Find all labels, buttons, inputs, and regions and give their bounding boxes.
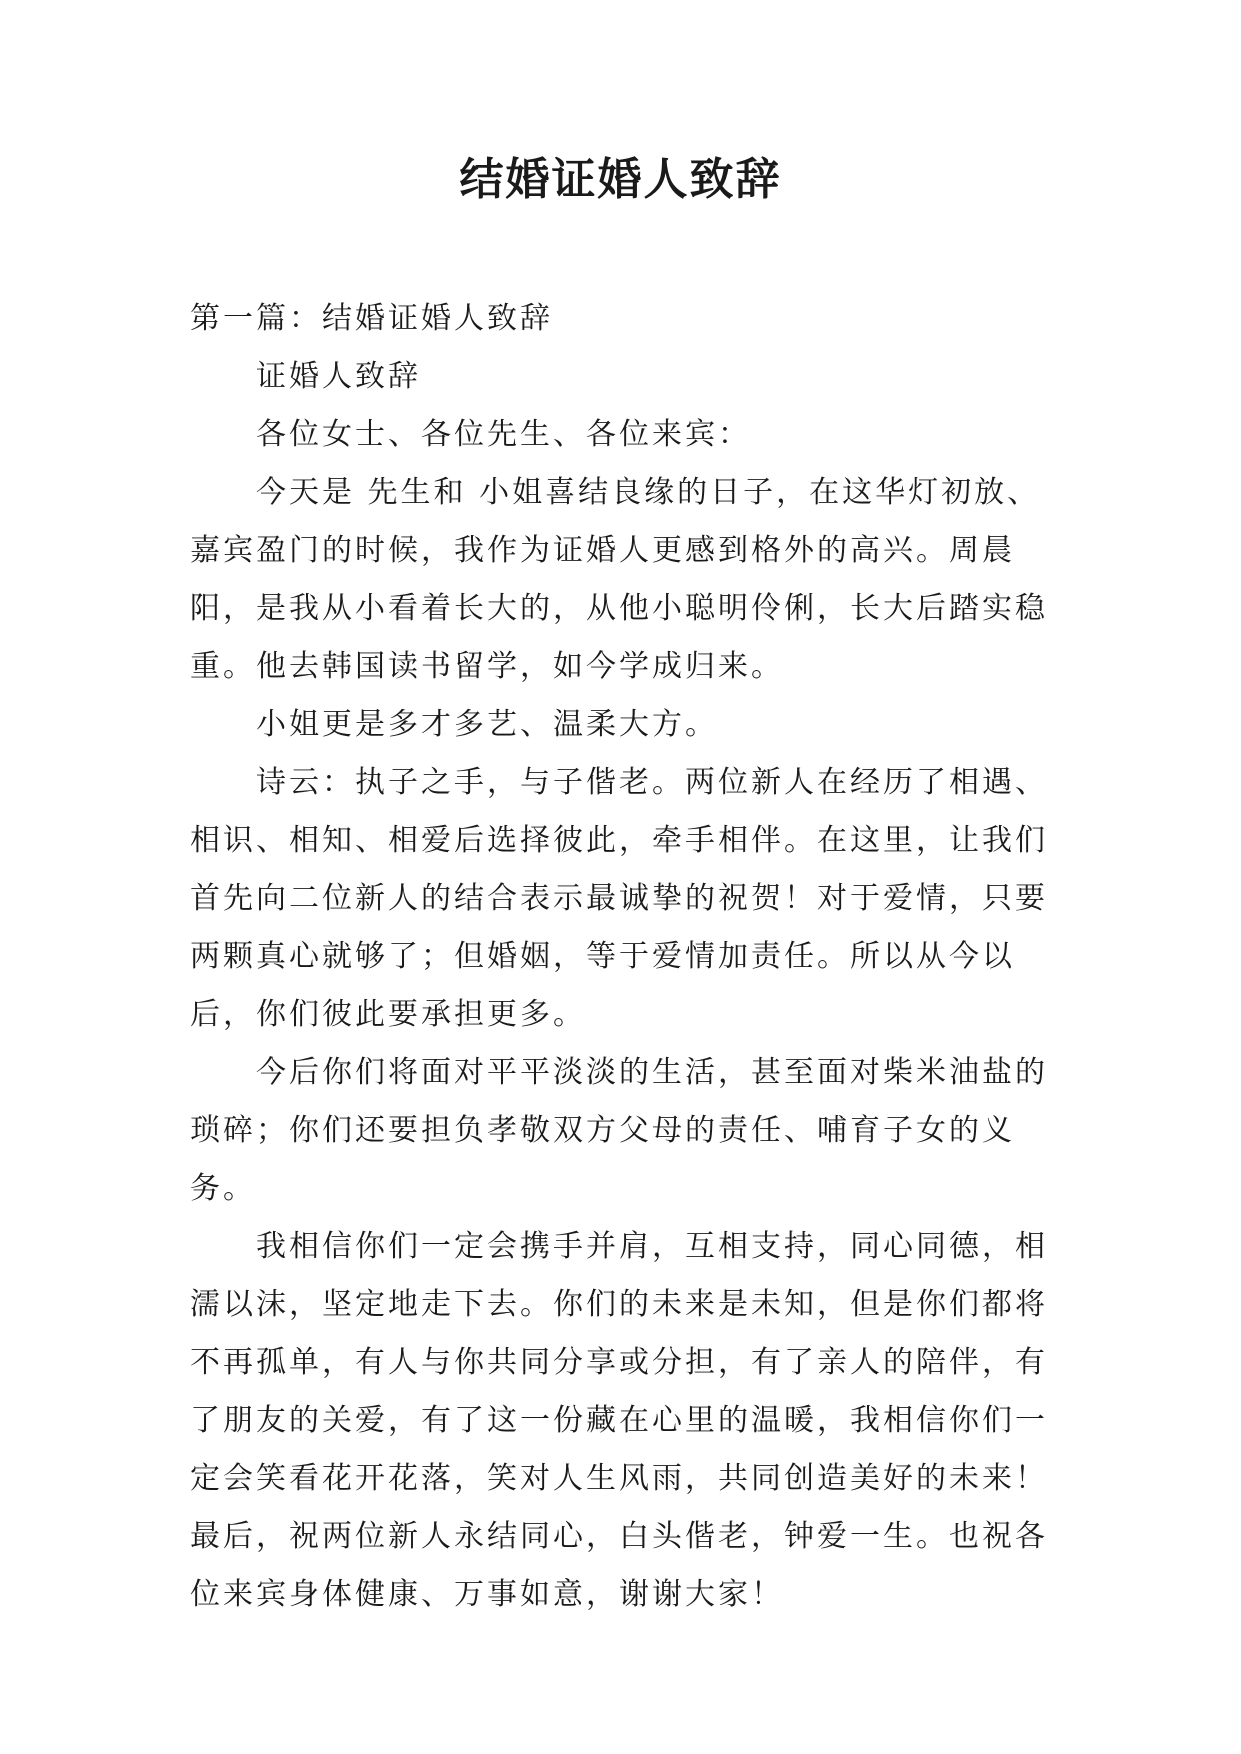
document-title: 结婚证婚人致辞 <box>459 154 782 205</box>
document-body <box>190 290 1070 1624</box>
section-heading: 第一篇：结婚证婚人致辞 <box>190 301 553 336</box>
paragraph: 小姐更是多才多艺、温柔大方。 <box>256 707 718 742</box>
greeting-line: 各位女士、各位先生、各位来宾： <box>256 417 751 452</box>
paragraph: 诗云：执子之手，与子偕老。两位新人在经历了相遇、相识、相知、相爱后选择彼此，牵手相伴。在这里，让我们首先向二位新人的结合表示最诚挚的祝贺！对于爱情，只要两颗真心就够了；但婚姻，等于爱情加责任。所以从今以后，你们彼此要承担更多。 <box>190 765 1048 1032</box>
paragraph: 今天是 先生和 小姐喜结良缘的日子，在这华灯初放、嘉宾盈门的时候，我作为证婚人更感到格外的高兴。周晨阳，是我从小看着长大的，从他小聪明伶俐，长大后踏实稳重。他去韩国读书留学，如今学成归来。 <box>190 475 1048 684</box>
paragraph: 今后你们将面对平平淡淡的生活，甚至面对柴米油盐的琐碎；你们还要担负孝敬双方父母的责任、哺育子女的义务。 <box>190 1055 1048 1206</box>
speech-title: 证婚人致辞 <box>256 359 421 394</box>
paragraph: 我相信你们一定会携手并肩，互相支持，同心同德，相濡以沫，坚定地走下去。你们的未来是未知，但是你们都将不再孤单，有人与你共同分享或分担，有了亲人的陪伴，有了朋友的关爱，有了这一份藏在心里的温暖，我相信你们一定会笑看花开花落，笑对人生风雨，共同创造美好的未来！最后，祝两位新人永结同心，白头偕老，钟爱一生。也祝各位来宾身体健康、万事如意，谢谢大家！ <box>190 1229 1048 1612</box>
